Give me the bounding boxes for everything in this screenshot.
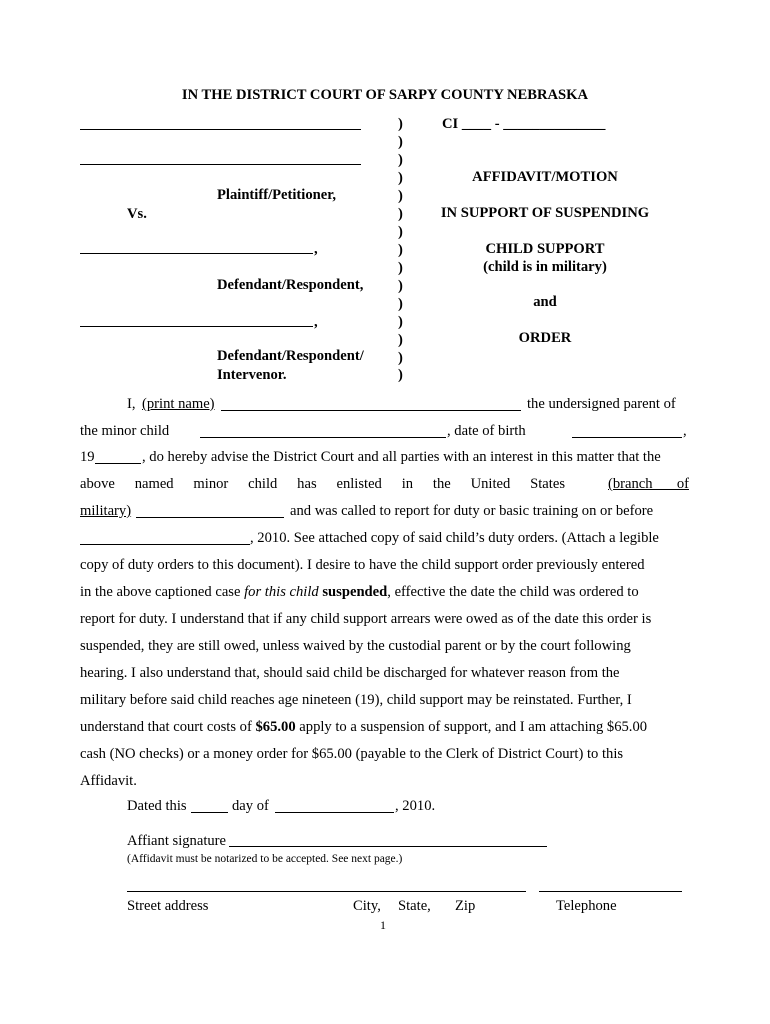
caption-paren: ) <box>398 206 403 222</box>
caption-paren: ) <box>398 188 403 204</box>
caption-paren: ) <box>398 152 403 168</box>
body-line-3a: 19 <box>80 449 95 465</box>
body-line-11: hearing. I also understand that, should said child be discharged for whatever reason from the <box>80 665 620 681</box>
birth-year-field[interactable] <box>95 463 141 464</box>
body-line-10: suspended, they are still owed, unless waived by the custodial parent or by the court following <box>80 638 631 654</box>
caption-paren: ) <box>398 224 403 240</box>
address-field[interactable] <box>127 891 526 892</box>
city-label: City, <box>353 898 381 914</box>
doc-title-line5: and <box>533 294 557 310</box>
caption-paren: ) <box>398 260 403 276</box>
birth-date-field[interactable] <box>572 437 682 438</box>
body-line-1c: the undersigned parent of <box>527 396 676 412</box>
body-line-1a: I, <box>127 396 136 412</box>
state-label: State, <box>398 898 431 914</box>
doc-title-line4: (child is in military) <box>483 259 607 275</box>
doc-title-line2: IN SUPPORT OF SUSPENDING <box>440 205 650 221</box>
body-line-9: report for duty. I understand that if any child support arrears were owed as of the date this order is <box>80 611 652 627</box>
body-line-6b: , 2010. See attached copy of said child’s duty orders. (Attach a legible <box>250 530 659 546</box>
caption-paren: ) <box>398 350 403 366</box>
page-number: 1 <box>380 918 386 932</box>
plaintiff-name-line-2[interactable] <box>80 164 361 165</box>
plaintiff-label: Plaintiff/Petitioner, <box>217 187 337 203</box>
dated-month-field[interactable] <box>275 812 394 813</box>
dated-day-field[interactable] <box>191 812 228 813</box>
body-line-4a: above named minor child has enlisted in the United States <box>80 476 565 492</box>
intervenor-label-1: Defendant/Respondent/ <box>217 348 364 364</box>
body-line-14: cash (NO checks) or a money order for $65.00 (payable to the Clerk of District Court) to this <box>80 746 624 762</box>
branch-field[interactable] <box>136 517 284 518</box>
minor-child-field[interactable] <box>200 437 446 438</box>
body-line-2a: the minor child <box>80 423 170 439</box>
doc-title-line6: ORDER <box>518 330 572 346</box>
telephone-label: Telephone <box>556 898 617 914</box>
intervenor-comma: , <box>314 314 318 330</box>
street-address-label: Street address <box>127 898 209 914</box>
print-name-field[interactable] <box>221 410 521 411</box>
plaintiff-name-line-1[interactable] <box>80 129 361 130</box>
body-line-3b: , do hereby advise the District Court and all parties with an interest in this matter that the <box>142 449 661 465</box>
caption-paren: ) <box>398 332 403 348</box>
caption-paren: ) <box>398 367 403 383</box>
intervenor-label-2: Intervenor. <box>217 367 287 383</box>
dated-year-label: , 2010. <box>395 798 436 814</box>
day-of-label: day of <box>232 798 269 814</box>
body-line-7: copy of duty orders to this document). I desire to have the child support order previously entered <box>80 557 645 573</box>
body-line-13: understand that court costs of $65.00 apply to a suspension of support, and I am attaching $65.00 <box>80 719 648 735</box>
telephone-field[interactable] <box>539 891 682 892</box>
body-line-2c: , <box>683 423 687 439</box>
caption-paren: ) <box>398 134 403 150</box>
body-line-2b: , date of birth <box>447 423 526 439</box>
court-title: IN THE DISTRICT COURT OF SARPY COUNTY NEBRASKA <box>181 87 589 103</box>
caption-paren: ) <box>398 242 403 258</box>
print-name-label: (print name) <box>142 396 215 412</box>
intervenor-name-line[interactable] <box>80 326 313 327</box>
affiant-signature-field[interactable] <box>229 846 547 847</box>
caption-paren: ) <box>398 296 403 312</box>
doc-title-line3: CHILD SUPPORT <box>485 241 605 257</box>
branch-label: (branch of <box>608 476 689 492</box>
body-line-8: in the above captioned case for this child suspended, effective the date the child was ordered to <box>80 584 639 600</box>
caption-paren: ) <box>398 314 403 330</box>
defendant-label: Defendant/Respondent, <box>217 277 364 293</box>
defendant-comma: , <box>314 241 318 257</box>
defendant-name-line[interactable] <box>80 253 313 254</box>
caption-paren: ) <box>398 278 403 294</box>
body-line-15: Affidavit. <box>80 773 137 789</box>
zip-label: Zip <box>455 898 476 914</box>
case-number[interactable]: CI ____ - ______________ <box>442 116 606 132</box>
caption-paren: ) <box>398 116 403 132</box>
military-label: military) <box>80 503 132 519</box>
dated-label: Dated this <box>127 798 187 814</box>
body-line-5b: and was called to report for duty or basic training on or before <box>290 503 654 519</box>
affiant-note: (Affidavit must be notarized to be accepted. See next page.) <box>127 853 403 865</box>
report-date-field[interactable] <box>80 544 250 545</box>
caption-paren: ) <box>398 170 403 186</box>
versus-label: Vs. <box>127 206 147 222</box>
body-line-12: military before said child reaches age nineteen (19), child support may be reinstated. Further, I <box>80 692 632 708</box>
affiant-signature-label: Affiant signature <box>127 833 227 849</box>
doc-title-line1: AFFIDAVIT/MOTION <box>472 169 618 185</box>
